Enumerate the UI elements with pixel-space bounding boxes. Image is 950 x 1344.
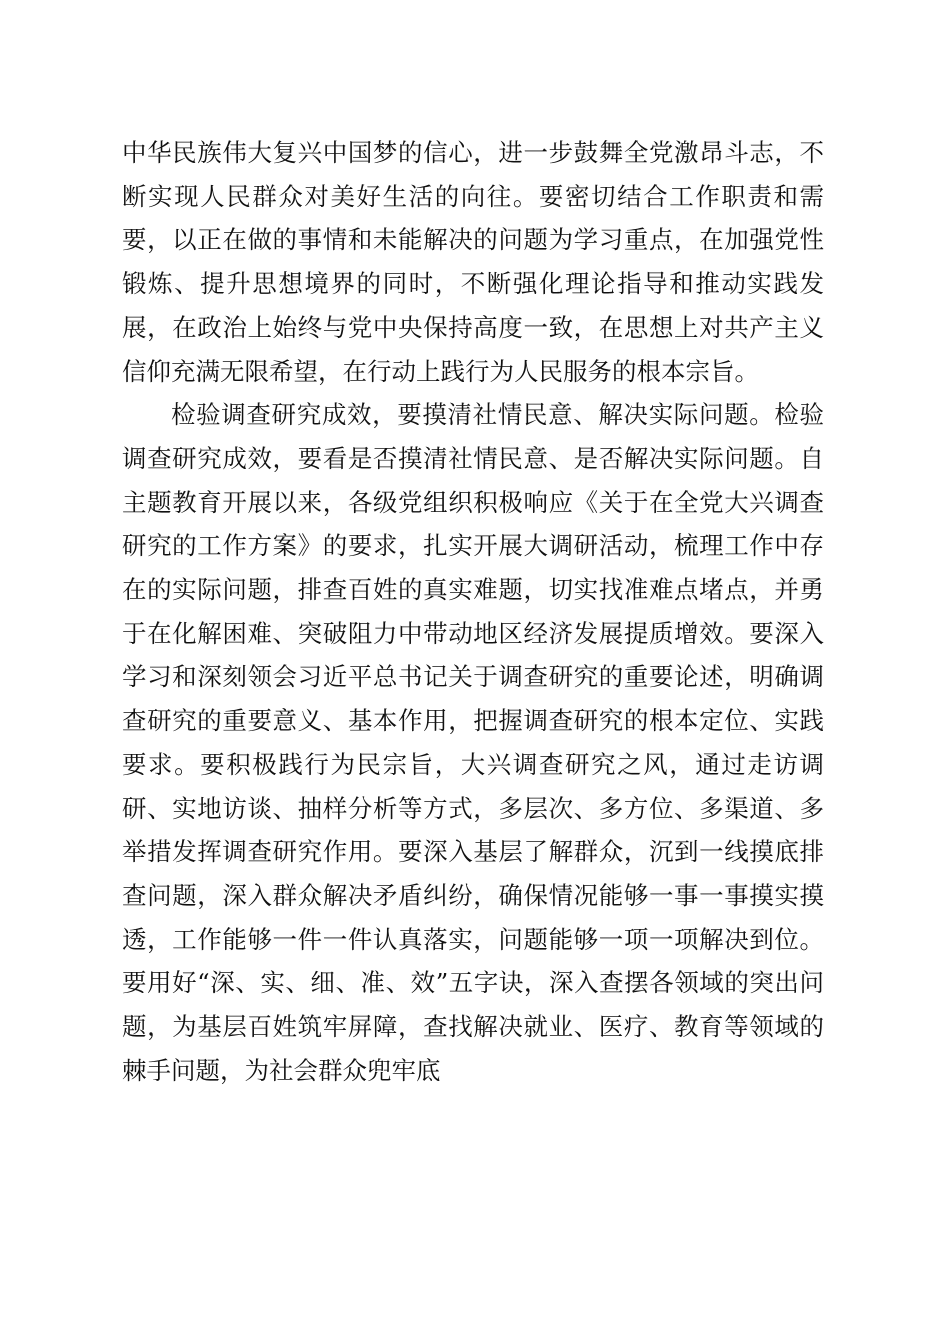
paragraph-continuation: 中华民族伟大复兴中国梦的信心，进一步鼓舞全党激昂斗志，不断实现人民群众对美好生活的向往。要密切结合工作职责和需要，以正在做的事情和未能解决的问题为学习重点，在加强党性锻炼、提升思想境界的同时，不断强化理论指导和推动实践发展，在政治上始终与党中央保持高度一致，在思想上对共产主义信仰充满无限希望，在行动上践行为人民服务的根本宗旨。 <box>122 138 824 386</box>
document-body <box>122 131 824 1092</box>
paragraph-research-effectiveness: 检验调查研究成效，要摸清社情民意、解决实际问题。检验调查研究成效，要看是否摸清社情民意、是否解决实际问题。自主题教育开展以来，各级党组织积极响应《关于在全党大兴调查研究的工作方案》的要求，扎实开展大调研活动，梳理工作中存在的实际问题，排查百姓的真实难题，切实找准难点堵点，并勇于在化解困难、突破阻力中带动地区经济发展提质增效。要深入学习和深刻领会习近平总书记关于调查研究的重要论述，明确调查研究的重要意义、基本作用，把握调查研究的根本定位、实践要求。要积极践行为民宗旨，大兴调查研究之风，通过走访调研、实地访谈、抽样分析等方式，多层次、多方位、多渠道、多举措发挥调查研究作用。要深入基层了解群众，沉到一线摸底排查问题，深入群众解决矛盾纠纷，确保情况能够一事一事摸实摸透，工作能够一件一件认真落实，问题能够一项一项解决到位。要用好“深、实、细、准、效”五字诀，深入查摆各领域的突出问题，为基层百姓筑牢屏障，查找解决就业、医疗、教育等领域的棘手问题，为社会群众兜牢底 <box>122 400 824 1085</box>
